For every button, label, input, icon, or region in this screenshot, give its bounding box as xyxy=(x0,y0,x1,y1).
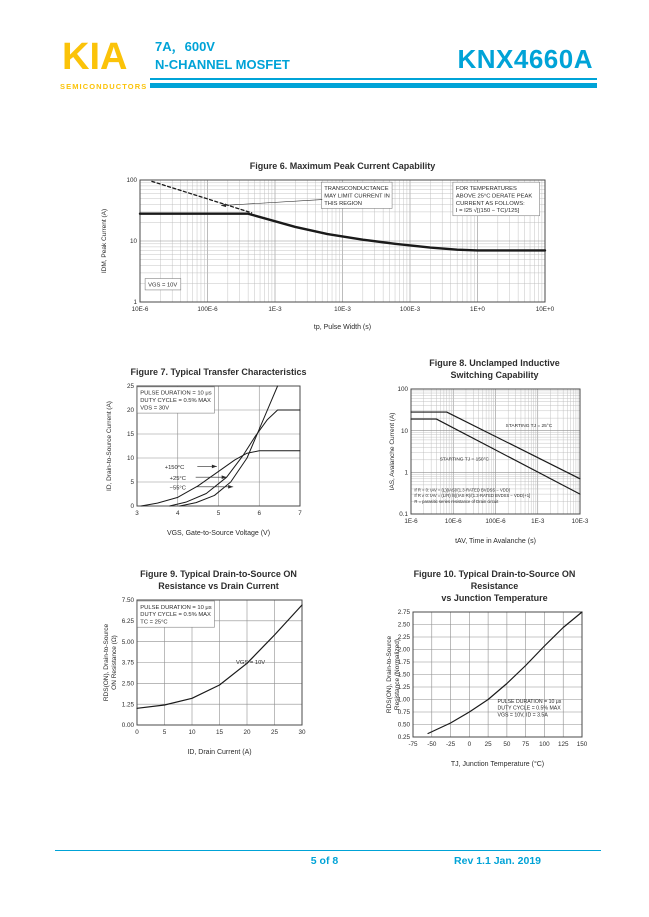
svg-text:1.50: 1.50 xyxy=(397,672,410,680)
svg-text:7: 7 xyxy=(298,510,302,518)
svg-text:TC = 25°C: TC = 25°C xyxy=(140,619,168,626)
svg-text:PULSE DURATION = 10 μs: PULSE DURATION = 10 μs xyxy=(140,605,212,612)
svg-text:1.25: 1.25 xyxy=(121,701,134,709)
svg-text:Resistance (Normalized): Resistance (Normalized) xyxy=(394,639,401,711)
figure-8 xyxy=(383,357,598,546)
svg-text:125: 125 xyxy=(557,741,569,749)
svg-text:3.75: 3.75 xyxy=(121,659,134,667)
svg-text:-25: -25 xyxy=(446,741,456,749)
svg-text:STARTING TJ = 25°C: STARTING TJ = 25°C xyxy=(505,424,553,430)
svg-text:50: 50 xyxy=(503,741,511,749)
svg-text:ID, Drain Current (A): ID, Drain Current (A) xyxy=(187,749,252,757)
figure-6-plot xyxy=(95,172,565,332)
svg-text:15: 15 xyxy=(215,729,224,737)
svg-text:TJ, Junction Temperature (°C): TJ, Junction Temperature (°C) xyxy=(450,761,545,769)
svg-text:1: 1 xyxy=(133,299,137,307)
svg-text:3: 3 xyxy=(135,510,139,518)
svg-text:THIS REGION: THIS REGION xyxy=(324,200,362,207)
revision-label: Rev 1.1 Jan. 2019 xyxy=(454,855,541,867)
svg-text:VGS, Gate-to-Source Voltage (V: VGS, Gate-to-Source Voltage (V) xyxy=(166,530,271,538)
svg-text:0: 0 xyxy=(135,729,139,737)
figure-10-plot xyxy=(383,604,598,769)
svg-text:VGS = 10V, ID = 3.5A: VGS = 10V, ID = 3.5A xyxy=(497,712,548,719)
svg-text:2.50: 2.50 xyxy=(397,622,410,630)
figure-8-title: Figure 8. Unclamped Inductive xyxy=(429,358,560,368)
svg-text:1.25: 1.25 xyxy=(397,684,410,692)
svg-text:2.75: 2.75 xyxy=(397,609,410,617)
svg-text:0.25: 0.25 xyxy=(397,734,410,742)
svg-text:+150°C: +150°C xyxy=(164,465,185,472)
svg-text:RDS(ON), Drain-to-Source: RDS(ON), Drain-to-Source xyxy=(103,624,110,702)
svg-text:100: 100 xyxy=(397,386,408,394)
svg-text:IDM, Peak Current (A): IDM, Peak Current (A) xyxy=(101,208,108,274)
svg-text:0.75: 0.75 xyxy=(397,709,410,717)
svg-text:5: 5 xyxy=(130,479,134,487)
svg-text:100E-6: 100E-6 xyxy=(197,306,218,314)
svg-text:CURRENT AS FOLLOWS:: CURRENT AS FOLLOWS: xyxy=(455,200,525,207)
svg-text:15: 15 xyxy=(126,431,134,439)
svg-text:DUTY CYCLE = 0.5% MAX: DUTY CYCLE = 0.5% MAX xyxy=(140,398,211,405)
svg-text:150: 150 xyxy=(576,741,588,749)
svg-text:1: 1 xyxy=(404,469,408,477)
svg-text:+25°C: +25°C xyxy=(169,476,186,483)
figure-8-title-line2: Switching Capability xyxy=(450,370,539,381)
semiconductors-label: SEMICONDUCTORS xyxy=(60,82,148,91)
svg-text:FOR TEMPERATURES: FOR TEMPERATURES xyxy=(455,186,517,193)
figure-7-plot xyxy=(100,378,320,538)
header-rule-thin xyxy=(150,78,597,80)
svg-text:10E-3: 10E-3 xyxy=(334,306,351,314)
figure-6 xyxy=(95,160,565,332)
figure-10 xyxy=(383,568,598,769)
svg-text:2.00: 2.00 xyxy=(397,647,410,655)
svg-text:10: 10 xyxy=(188,729,196,737)
svg-text:0.1: 0.1 xyxy=(399,511,408,519)
svg-text:DUTY CYCLE = 0.5% MAX: DUTY CYCLE = 0.5% MAX xyxy=(140,612,211,619)
svg-text:VGS = 10V: VGS = 10V xyxy=(236,660,266,667)
figure-9-title-line2: Resistance vs Drain Current xyxy=(158,581,279,592)
svg-text:6: 6 xyxy=(257,510,262,518)
svg-text:0.50: 0.50 xyxy=(397,722,410,730)
svg-text:ABOVE 25°C DERATE PEAK: ABOVE 25°C DERATE PEAK xyxy=(455,193,533,200)
svg-text:I = I25 √[(150 − TC)/125]: I = I25 √[(150 − TC)/125] xyxy=(455,208,520,215)
svg-text:-75: -75 xyxy=(408,741,418,749)
svg-text:RDS(ON), Drain-to-Source: RDS(ON), Drain-to-Source xyxy=(386,636,393,714)
svg-text:10: 10 xyxy=(126,455,134,463)
part-spec xyxy=(155,38,290,73)
header-rule-thick xyxy=(150,83,597,88)
svg-text:tAV, Time in Avalanche (s): tAV, Time in Avalanche (s) xyxy=(455,538,536,546)
footer-rule xyxy=(55,850,601,851)
svg-text:1E+0: 1E+0 xyxy=(470,306,485,314)
svg-text:1.75: 1.75 xyxy=(397,659,410,667)
svg-text:ID, Drain-to-Source Current (A: ID, Drain-to-Source Current (A) xyxy=(106,401,113,492)
svg-text:30: 30 xyxy=(298,729,306,737)
svg-text:10E-6: 10E-6 xyxy=(444,518,462,526)
svg-text:100: 100 xyxy=(539,741,550,749)
svg-text:10E-3: 10E-3 xyxy=(571,518,589,526)
figure-8-plot xyxy=(383,381,598,546)
svg-text:If R = 0: tAV = (L)(IAS)/(1.3·: If R = 0: tAV = (L)(IAS)/(1.3·RATED BVDSS − VDD) xyxy=(414,487,511,493)
svg-text:IAS, Avalanche Current (A): IAS, Avalanche Current (A) xyxy=(389,412,396,491)
figure-9-title: Figure 9. Typical Drain-to-Source ON xyxy=(140,569,297,579)
svg-text:If R ≠ 0: tAV = (L/R) ln[(IAS·: If R ≠ 0: tAV = (L/R) ln[(IAS·R)/(1.3·RATED BVDSS − VDD)+1] xyxy=(414,493,531,499)
svg-text:5: 5 xyxy=(216,510,221,518)
svg-text:VDS = 30V: VDS = 30V xyxy=(140,405,170,412)
svg-text:1E-3: 1E-3 xyxy=(531,518,545,526)
svg-text:10: 10 xyxy=(400,428,408,436)
svg-text:20: 20 xyxy=(243,729,251,737)
svg-text:DUTY CYCLE = 0.5% MAX: DUTY CYCLE = 0.5% MAX xyxy=(497,706,561,713)
svg-text:6.25: 6.25 xyxy=(121,618,134,626)
svg-text:2.50: 2.50 xyxy=(121,680,134,688)
svg-text:20: 20 xyxy=(126,407,134,415)
svg-text:-50: -50 xyxy=(427,741,437,749)
figure-6-title: Figure 6. Maximum Peak Current Capability xyxy=(249,161,436,171)
svg-text:100: 100 xyxy=(126,177,137,185)
svg-text:10E+0: 10E+0 xyxy=(535,306,555,314)
svg-text:5.00: 5.00 xyxy=(121,639,134,647)
svg-text:−55°C: −55°C xyxy=(169,485,186,492)
figure-9 xyxy=(100,568,320,757)
svg-text:tp, Pulse Width (s): tp, Pulse Width (s) xyxy=(313,324,372,332)
svg-text:4: 4 xyxy=(175,510,180,518)
figure-10-title: Figure 10. Typical Drain-to-Source ON Resistance xyxy=(413,569,576,592)
figure-9-plot xyxy=(100,592,320,757)
svg-text:PULSE DURATION = 10 μs: PULSE DURATION = 10 μs xyxy=(497,699,562,706)
svg-text:1E-6: 1E-6 xyxy=(404,518,418,526)
svg-text:25: 25 xyxy=(484,741,492,749)
svg-text:5: 5 xyxy=(162,729,167,737)
svg-text:1.00: 1.00 xyxy=(397,697,410,705)
spec-line2: N-CHANNEL MOSFET xyxy=(155,56,290,72)
svg-text:R = parasitic series resistanc: R = parasitic series resistance of Drain circuit xyxy=(414,499,499,505)
figure-10-title-line2: vs Junction Temperature xyxy=(441,593,548,604)
svg-text:STARTING TJ = 150°C: STARTING TJ = 150°C xyxy=(439,457,489,463)
svg-text:10E-6: 10E-6 xyxy=(131,306,149,314)
svg-text:2.25: 2.25 xyxy=(397,634,410,642)
svg-text:MAY LIMIT CURRENT IN: MAY LIMIT CURRENT IN xyxy=(324,193,390,200)
svg-text:25: 25 xyxy=(270,729,279,737)
svg-text:25: 25 xyxy=(126,383,134,391)
svg-text:10: 10 xyxy=(129,238,137,246)
svg-text:100E-6: 100E-6 xyxy=(485,518,506,526)
figure-7-title: Figure 7. Typical Transfer Characteristics xyxy=(130,367,307,377)
svg-text:PULSE DURATION = 10 μs: PULSE DURATION = 10 μs xyxy=(140,390,212,397)
svg-text:0.00: 0.00 xyxy=(121,722,134,730)
spec-line1: 7A，600V xyxy=(155,39,215,54)
svg-text:VGS = 10V: VGS = 10V xyxy=(148,282,178,289)
svg-text:0: 0 xyxy=(130,503,134,511)
svg-text:0: 0 xyxy=(467,741,472,749)
svg-text:ON Resistance (Ω): ON Resistance (Ω) xyxy=(111,635,118,691)
page-number: 5 of 8 xyxy=(310,855,339,867)
svg-text:7.50: 7.50 xyxy=(121,597,134,605)
svg-text:1E-3: 1E-3 xyxy=(268,306,282,314)
svg-text:100E-3: 100E-3 xyxy=(399,306,421,314)
figure-7 xyxy=(100,366,320,538)
part-number: KNX4660A xyxy=(457,44,593,74)
svg-text:75: 75 xyxy=(522,741,530,749)
kia-logo: KIA xyxy=(62,36,128,78)
svg-text:TRANSCONDUCTANCE: TRANSCONDUCTANCE xyxy=(324,186,389,193)
